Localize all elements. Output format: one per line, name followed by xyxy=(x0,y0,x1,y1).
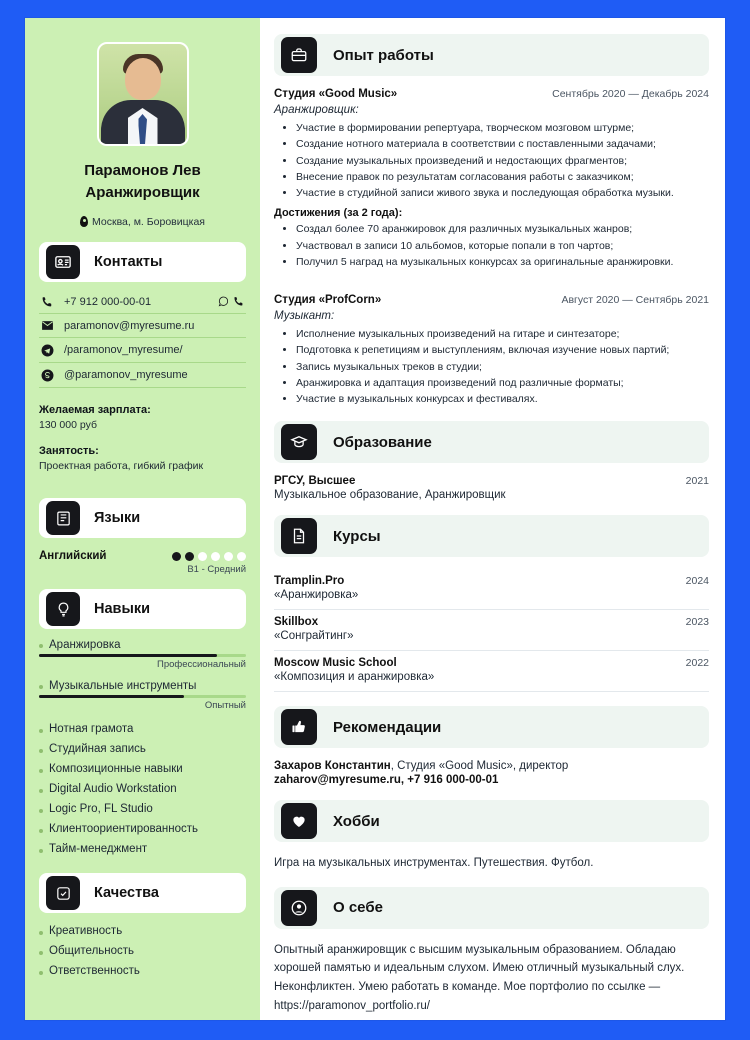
contact-phone: +7 912 000-00-01 xyxy=(64,295,152,308)
salary-block xyxy=(39,402,246,485)
lightbulb-icon xyxy=(46,592,80,626)
course-header xyxy=(274,616,709,628)
skill-bar-item xyxy=(39,680,246,711)
recommendation-person-role: , Студия «Good Music», директор xyxy=(390,760,569,773)
skill-name: Музыкальные инструменты xyxy=(39,680,246,692)
dot-off xyxy=(198,552,207,561)
job-position: Музыкант: xyxy=(274,310,335,323)
main-column xyxy=(260,18,725,1020)
course-year: 2023 xyxy=(685,616,709,629)
job-entry xyxy=(274,88,709,270)
list-item: • Участие в формировании репертуара, творческом мозговом штурме; xyxy=(296,120,709,136)
course-entry xyxy=(274,610,709,651)
job-entry xyxy=(274,294,709,407)
course-name: Skillbox xyxy=(274,616,319,629)
list-item: • Создал более 70 аранжировок для различных музыкальных жанров; xyxy=(296,221,709,237)
dot-on xyxy=(185,552,194,561)
job-dates: Август 2020 — Сентябрь 2021 xyxy=(561,294,709,307)
list-item: • Участвовал в записи 10 альбомов, которые попали в топ чартов; xyxy=(296,238,709,254)
recommendations-title: Рекомендации xyxy=(333,718,442,736)
contact-row-telegram[interactable] xyxy=(39,338,246,363)
skill-level: Опытный xyxy=(204,700,246,711)
contact-row-phone[interactable] xyxy=(39,290,246,314)
recommendation-contact: zaharov@myresume.ru, +7 916 000-00-01 xyxy=(274,774,499,787)
qualities-title: Качества xyxy=(94,885,159,901)
list-item: • Получил 5 наград на музыкальных конкурсах за оригинальные аранжировки. xyxy=(296,254,709,270)
thumbs-up-icon xyxy=(281,709,317,745)
candidate-name: Парамонов Лев xyxy=(84,162,201,179)
course-entry xyxy=(274,569,709,610)
list-item: • Создание музыкальных произведений и недостающих фрагментов; xyxy=(296,153,709,169)
job-dates: Сентябрь 2020 — Декабрь 2024 xyxy=(552,88,709,100)
messenger-icons[interactable] xyxy=(218,296,244,307)
education-year: 2021 xyxy=(685,475,709,488)
skill-bar-item xyxy=(39,639,246,670)
contact-skype: @paramonov_myresume xyxy=(64,369,188,381)
list-item: • Внесение правок по результатам согласования работы с заказчиком; xyxy=(296,169,709,185)
sidebar-section-qualities xyxy=(39,873,246,913)
job-header xyxy=(274,88,709,100)
contact-row-skype[interactable] xyxy=(39,363,246,388)
contact-card-icon xyxy=(46,245,80,279)
course-year: 2022 xyxy=(685,657,709,670)
hobby-text: Игра на музыкальных инструментах. Путешествия. Футбол. xyxy=(274,857,594,870)
sidebar-section-contacts xyxy=(39,242,246,282)
list-item: Ответственность xyxy=(39,961,246,981)
telegram-icon xyxy=(41,344,56,357)
list-item: Креативность xyxy=(39,921,246,941)
avatar xyxy=(97,42,189,146)
section-recommendations xyxy=(274,706,709,748)
section-hobby xyxy=(274,800,709,842)
list-item: • Создание нотного материала в соответствии с поставленными задачами; xyxy=(296,136,709,152)
list-item: Общительность xyxy=(39,941,246,961)
employment-value: Проектная работа, гибкий график xyxy=(39,460,204,473)
job-duties xyxy=(274,120,709,201)
course-entry xyxy=(274,651,709,692)
graduation-cap-icon xyxy=(281,424,317,460)
map-pin-icon xyxy=(80,216,88,227)
list-item: Logic Pro, FL Studio xyxy=(39,799,246,819)
education-title: Образование xyxy=(333,433,432,451)
document-icon xyxy=(281,518,317,554)
contact-row-email[interactable] xyxy=(39,314,246,338)
skill-name: Аранжировка xyxy=(39,639,246,651)
course-year: 2024 xyxy=(685,575,709,588)
contact-email: paramonov@myresume.ru xyxy=(64,319,195,332)
contacts-title: Контакты xyxy=(94,253,163,270)
education-name: РГСУ, Высшее xyxy=(274,475,356,488)
language-row xyxy=(39,550,246,562)
course-header xyxy=(274,575,709,587)
sidebar-section-skills xyxy=(39,589,246,629)
qualities-list xyxy=(39,921,246,981)
recommendation-person xyxy=(274,760,709,772)
job-header xyxy=(274,294,709,306)
hobby-title: Хобби xyxy=(333,812,380,830)
dot-off xyxy=(211,552,220,561)
sidebar xyxy=(25,18,260,1020)
job-company: Студия «ProfCorn» xyxy=(274,294,382,307)
dot-off xyxy=(224,552,233,561)
section-courses xyxy=(274,515,709,557)
language-name: Английский xyxy=(39,550,107,562)
section-education xyxy=(274,421,709,463)
about-text: Опытный аранжировщик с высшим музыкальным образованием. Обладаю хорошей памятью и идеальным слухом. Имею отличный музыкальный слух. Неконфликтен. Умею работать в команде. Мое портфолио по ссылке — https://paramonov_portfolio.ru/ xyxy=(274,943,685,1012)
list-item: • Участие в музыкальных конкурсах и фестивалях. xyxy=(296,391,709,407)
job-achievements xyxy=(274,221,709,270)
course-name: Moscow Music School xyxy=(274,657,397,670)
education-header xyxy=(274,475,709,487)
education-entry xyxy=(274,475,709,501)
language-dots xyxy=(172,552,246,561)
list-item: Digital Audio Workstation xyxy=(39,779,246,799)
salary-label: Желаемая зарплата: xyxy=(39,403,151,416)
list-item: • Подготовка к репетициям и выступлениям, включая изучение новых партий; xyxy=(296,342,709,358)
location-text: Москва, м. Боровицкая xyxy=(92,215,205,228)
resume-sheet xyxy=(25,18,725,1020)
about-title: О себе xyxy=(333,899,383,917)
list-item: • Аранжировка и адаптация произведений под различные форматы; xyxy=(296,375,709,391)
dot-on xyxy=(172,552,181,561)
contacts-list xyxy=(39,290,246,388)
briefcase-icon xyxy=(281,37,317,73)
job-company: Студия «Good Music» xyxy=(274,88,398,100)
section-about xyxy=(274,887,709,929)
list-item: Нотная грамота xyxy=(39,719,246,739)
mail-icon xyxy=(41,320,56,331)
languages-title: Языки xyxy=(94,510,141,526)
sidebar-section-languages xyxy=(39,498,246,538)
course-name: Tramplin.Pro xyxy=(274,575,345,588)
course-desc: «Композиция и аранжировка» xyxy=(274,671,435,684)
list-item: Студийная запись xyxy=(39,739,246,759)
education-desc: Музыкальное образование, Аранжировщик xyxy=(274,489,506,502)
contact-telegram: /paramonov_myresume/ xyxy=(64,344,183,356)
skill-list xyxy=(39,719,246,859)
list-item: Тайм-менеджмент xyxy=(39,839,246,859)
experience-title: Опыт работы xyxy=(333,46,434,64)
heart-icon xyxy=(281,803,317,839)
user-circle-icon xyxy=(281,890,317,926)
job-duties xyxy=(274,326,709,407)
course-header xyxy=(274,657,709,669)
employment-label: Занятость: xyxy=(39,444,99,457)
dot-off xyxy=(237,552,246,561)
skill-progress xyxy=(39,695,246,698)
list-item: Композиционные навыки xyxy=(39,759,246,779)
check-square-icon xyxy=(46,876,80,910)
course-desc: «Сонграйтинг» xyxy=(274,630,354,643)
skill-level: Профессиональный xyxy=(157,659,246,670)
list-item: • Исполнение музыкальных произведений на гитаре и синтезаторе; xyxy=(296,326,709,342)
courses-title: Курсы xyxy=(333,527,381,545)
phone-alt-icon xyxy=(233,296,244,307)
skill-progress xyxy=(39,654,246,657)
language-icon xyxy=(46,501,80,535)
avatar-head xyxy=(125,58,161,100)
list-item: • Запись музыкальных треков в студии; xyxy=(296,359,709,375)
achievements-title: Достижения (за 2 года): xyxy=(274,207,403,220)
language-level: B1 - Средний xyxy=(187,564,246,575)
recommendation-person-name: Захаров Константин xyxy=(274,760,391,773)
whatsapp-icon xyxy=(218,296,229,307)
phone-icon xyxy=(41,296,56,308)
section-experience xyxy=(274,34,709,76)
location xyxy=(39,216,246,228)
skills-title: Навыки xyxy=(94,601,151,617)
course-desc: «Аранжировка» xyxy=(274,589,359,602)
list-item: • Участие в студийной записи живого звука и последующая обработка музыки. xyxy=(296,185,709,201)
candidate-role: Аранжировщик xyxy=(85,183,200,201)
job-position: Аранжировщик: xyxy=(274,104,359,116)
salary-value: 130 000 руб xyxy=(39,419,97,431)
skype-icon xyxy=(41,369,56,382)
list-item: Клиентоориентированность xyxy=(39,819,246,839)
